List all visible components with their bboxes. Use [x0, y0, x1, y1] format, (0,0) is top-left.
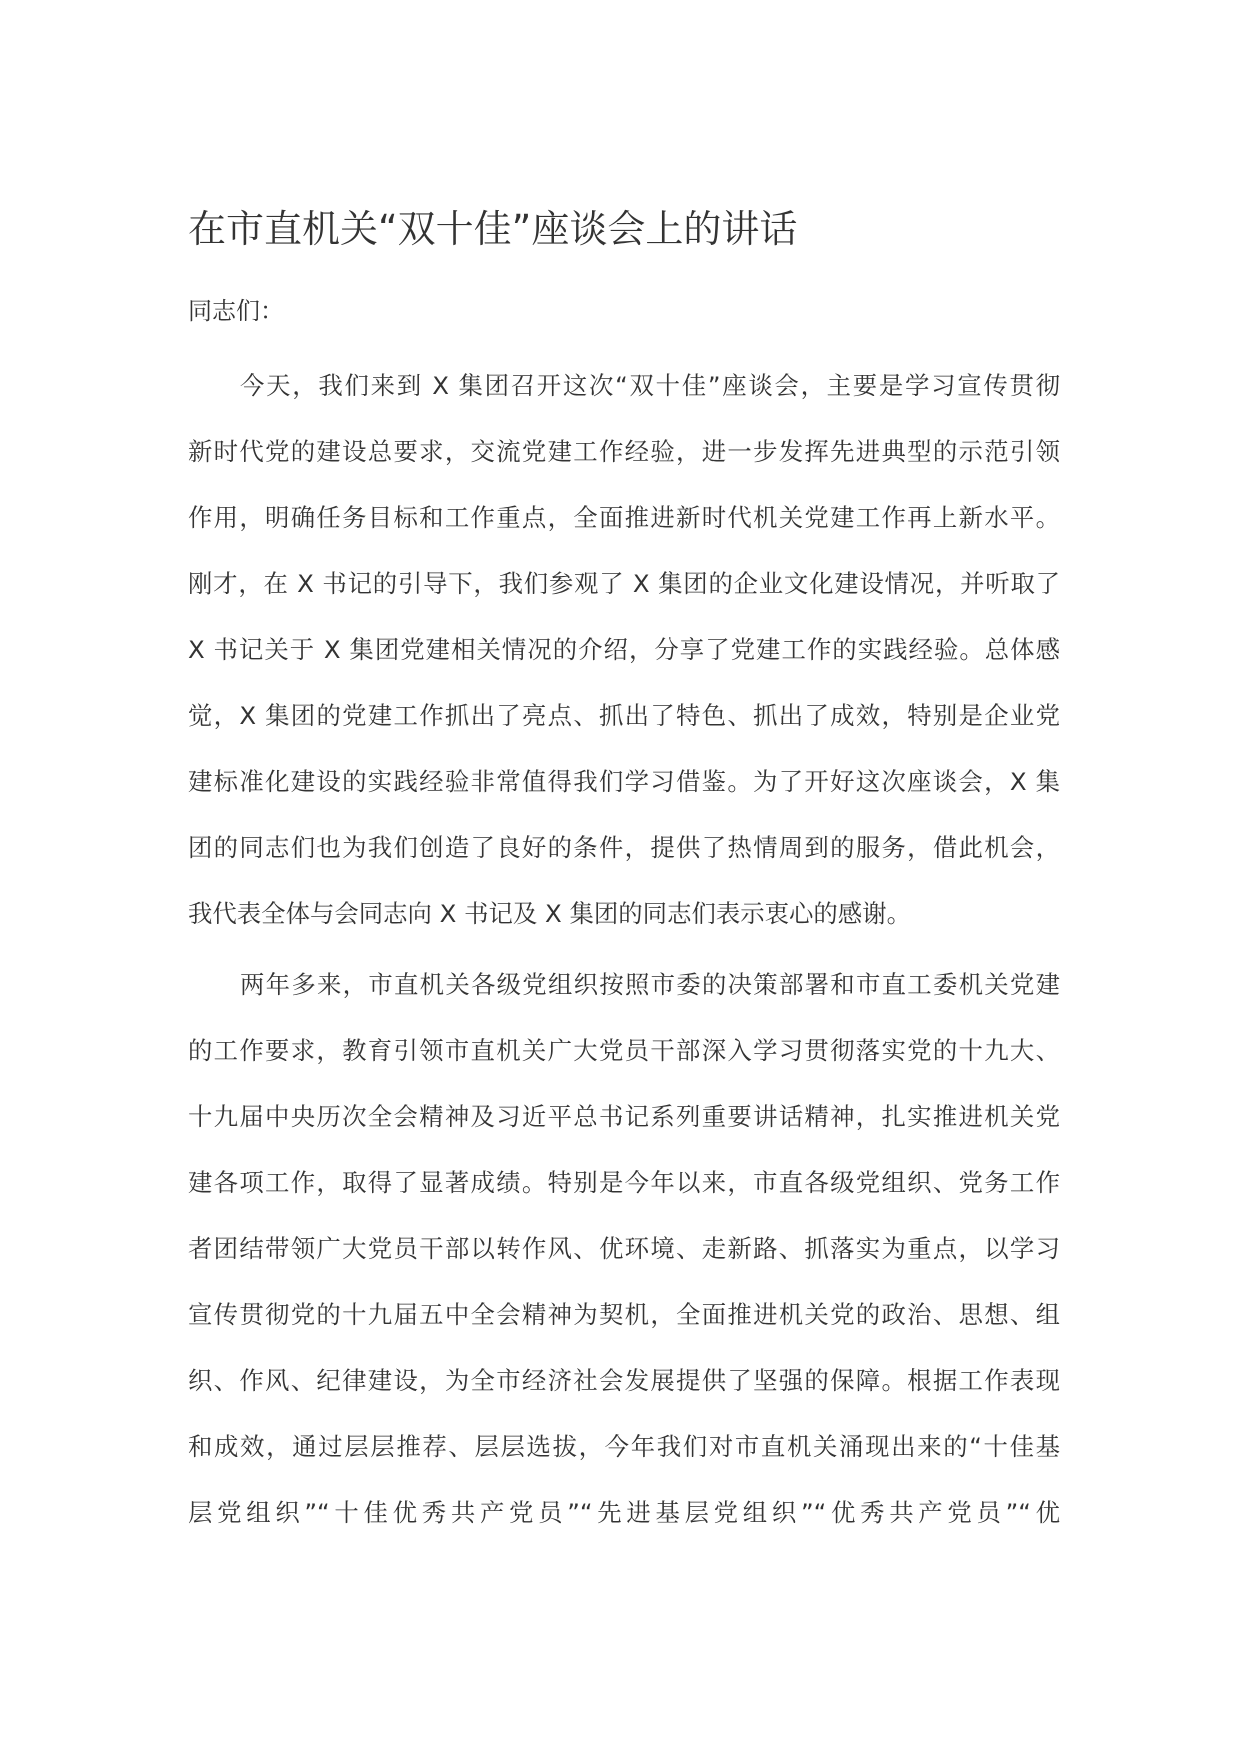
text-line: 织、作风、纪律建设，为全市经济社会发展提供了坚强的保障。根据工作表现	[188, 1366, 1060, 1395]
text-line: 刚才，在 X 书记的引导下，我们参观了 X 集团的企业文化建设情况，并听取了	[188, 569, 1060, 598]
text-line: X 书记关于 X 集团党建相关情况的介绍，分享了党建工作的实践经验。总体感	[188, 635, 1060, 664]
text-line: 建各项工作，取得了显著成绩。特别是今年以来，市直各级党组织、党务工作	[188, 1168, 1060, 1197]
text-line: 今天，我们来到 X 集团召开这次“双十佳”座谈会，主要是学习宣传贯彻	[240, 371, 1060, 400]
text-line: 团的同志们也为我们创造了良好的条件，提供了热情周到的服务，借此机会，	[188, 833, 1060, 862]
text-line: 觉，X 集团的党建工作抓出了亮点、抓出了特色、抓出了成效，特别是企业党	[188, 701, 1060, 730]
text-line: 的工作要求，教育引领市直机关广大党员干部深入学习贯彻落实党的十九大、	[188, 1036, 1060, 1065]
text-line: 者团结带领广大党员干部以转作风、优环境、走新路、抓落实为重点，以学习	[188, 1234, 1060, 1263]
document-title: 在市直机关“双十佳”座谈会上的讲话	[188, 207, 798, 251]
text-line: 作用，明确任务目标和工作重点，全面推进新时代机关党建工作再上新水平。	[188, 503, 1060, 532]
text-line: 十九届中央历次全会精神及习近平总书记系列重要讲话精神，扎实推进机关党	[188, 1102, 1060, 1131]
text-line: 宣传贯彻党的十九届五中全会精神为契机，全面推进机关党的政治、思想、组	[188, 1300, 1060, 1329]
text-line: 和成效，通过层层推荐、层层选拔，今年我们对市直机关涌现出来的“十佳基	[188, 1432, 1060, 1461]
text-line: 我代表全体与会同志向 X 书记及 X 集团的同志们表示衷心的感谢。	[188, 899, 911, 928]
paragraph-1	[188, 366, 1060, 960]
text-line: 建标准化建设的实践经验非常值得我们学习借鉴。为了开好这次座谈会，X 集	[188, 767, 1060, 796]
salutation: 同志们：	[188, 297, 284, 325]
text-line: 两年多来，市直机关各级党组织按照市委的决策部署和市直工委机关党建	[240, 970, 1060, 999]
paragraph-2	[188, 965, 1060, 1559]
text-line: 层党组织”“十佳优秀共产党员”“先进基层党组织”“优秀共产党员”“优	[188, 1498, 1060, 1527]
text-line: 新时代党的建设总要求，交流党建工作经验，进一步发挥先进典型的示范引领	[188, 437, 1060, 466]
